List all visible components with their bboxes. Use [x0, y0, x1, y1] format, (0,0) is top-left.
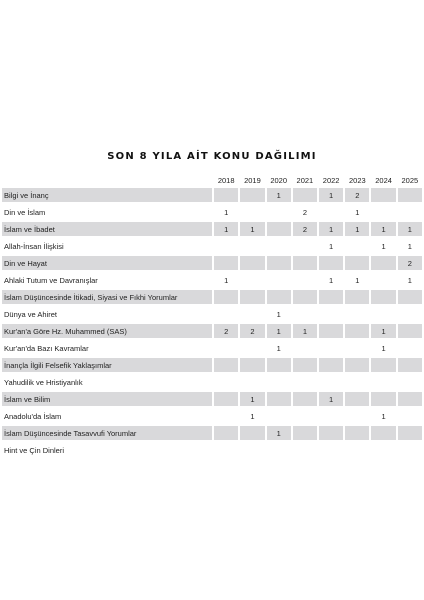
count-cell-2018: 1	[214, 205, 238, 219]
count-cell-2020: 1	[267, 307, 291, 321]
count-cell-2024	[371, 426, 395, 440]
count-cell-2020	[267, 239, 291, 253]
topic-cell: İslam ve Bilim	[2, 392, 212, 406]
count-cell-2018	[214, 392, 238, 406]
count-cell-2019	[240, 426, 264, 440]
count-cell-2023	[345, 290, 369, 304]
year-header-cell: 2020	[270, 175, 287, 185]
count-cell-2021	[293, 256, 317, 270]
topic-distribution-table	[0, 172, 424, 460]
table-row	[2, 188, 422, 202]
count-cell-2024	[371, 358, 395, 372]
topic-cell: Din ve Hayat	[2, 256, 212, 270]
count-cell-2019	[240, 239, 264, 253]
count-cell-2021	[293, 426, 317, 440]
count-cell-2019	[240, 443, 264, 457]
topic-cell: İslam Düşüncesinde Tasavvufi Yorumlar	[2, 426, 212, 440]
count-cell-2025: 2	[398, 256, 422, 270]
table-row	[2, 290, 422, 304]
count-cell-2018	[214, 188, 238, 202]
table-row	[2, 205, 422, 219]
count-cell-2024: 1	[371, 324, 395, 338]
count-cell-2019	[240, 341, 264, 355]
count-cell-2025	[398, 358, 422, 372]
count-cell-2025: 1	[398, 273, 422, 287]
count-cell-2019	[240, 205, 264, 219]
count-cell-2024	[371, 256, 395, 270]
count-cell-2018	[214, 256, 238, 270]
count-cell-2020	[267, 256, 291, 270]
count-cell-2025	[398, 341, 422, 355]
topic-cell: Kur'an'da Bazı Kavramlar	[2, 341, 212, 355]
table-body	[2, 188, 422, 457]
count-cell-2020: 1	[267, 188, 291, 202]
table-row	[2, 324, 422, 338]
count-cell-2021	[293, 307, 317, 321]
count-cell-2019	[240, 375, 264, 389]
count-cell-2022: 1	[319, 239, 343, 253]
count-cell-2021: 1	[293, 324, 317, 338]
count-cell-2025	[398, 443, 422, 457]
topic-cell: Allah-İnsan İlişkisi	[2, 239, 212, 253]
count-cell-2021	[293, 375, 317, 389]
count-cell-2018	[214, 443, 238, 457]
count-cell-2021	[293, 290, 317, 304]
count-cell-2024	[371, 392, 395, 406]
count-cell-2025	[398, 426, 422, 440]
count-cell-2021	[293, 409, 317, 423]
topic-cell: Ahlaki Tutum ve Davranışlar	[2, 273, 212, 287]
count-cell-2024: 1	[371, 239, 395, 253]
count-cell-2020	[267, 290, 291, 304]
count-cell-2021: 2	[293, 205, 317, 219]
topic-cell: İslam Düşüncesinde İtikadi, Siyasi ve Fıkhi Yorumlar	[2, 290, 212, 304]
count-cell-2021	[293, 239, 317, 253]
table-row	[2, 409, 422, 423]
count-cell-2020	[267, 205, 291, 219]
table-row	[2, 256, 422, 270]
topic-cell: Dünya ve Ahiret	[2, 307, 212, 321]
count-cell-2022	[319, 324, 343, 338]
topic-cell: Din ve İslam	[2, 205, 212, 219]
table-row	[2, 392, 422, 406]
topic-cell: Hint ve Çin Dinleri	[2, 443, 212, 457]
count-cell-2025: 1	[398, 239, 422, 253]
count-cell-2025	[398, 205, 422, 219]
count-cell-2020	[267, 358, 291, 372]
count-cell-2018	[214, 375, 238, 389]
count-cell-2019	[240, 307, 264, 321]
count-cell-2023: 1	[345, 273, 369, 287]
count-cell-2018: 2	[214, 324, 238, 338]
count-cell-2021	[293, 358, 317, 372]
count-cell-2019: 2	[240, 324, 264, 338]
count-cell-2019	[240, 358, 264, 372]
count-cell-2022	[319, 358, 343, 372]
count-cell-2020: 1	[267, 341, 291, 355]
count-cell-2021: 2	[293, 222, 317, 236]
count-cell-2022: 1	[319, 222, 343, 236]
count-cell-2024	[371, 443, 395, 457]
count-cell-2024: 1	[371, 222, 395, 236]
count-cell-2025: 1	[398, 222, 422, 236]
topic-cell: Yahudilik ve Hristiyanlık	[2, 375, 212, 389]
topic-header-cell	[2, 175, 212, 185]
count-cell-2022: 1	[319, 392, 343, 406]
count-cell-2022	[319, 290, 343, 304]
count-cell-2021	[293, 392, 317, 406]
count-cell-2019: 1	[240, 392, 264, 406]
count-cell-2025	[398, 188, 422, 202]
count-cell-2025	[398, 290, 422, 304]
count-cell-2021	[293, 341, 317, 355]
year-header-cell: 2025	[401, 175, 419, 185]
count-cell-2023	[345, 358, 369, 372]
page-title: SON 8 YILA AİT KONU DAĞILIMI	[107, 151, 317, 162]
count-cell-2023	[345, 239, 369, 253]
count-cell-2022: 1	[319, 188, 343, 202]
table-row	[2, 443, 422, 457]
year-header-cell: 2024	[375, 175, 392, 185]
count-cell-2024	[371, 188, 395, 202]
count-cell-2019	[240, 188, 264, 202]
count-cell-2018: 1	[214, 273, 238, 287]
count-cell-2021	[293, 273, 317, 287]
year-header-cell: 2022	[322, 175, 340, 185]
count-cell-2019: 1	[240, 409, 264, 423]
count-cell-2023	[345, 375, 369, 389]
count-cell-2018	[214, 307, 238, 321]
count-cell-2023	[345, 324, 369, 338]
table-row	[2, 239, 422, 253]
count-cell-2022	[319, 341, 343, 355]
count-cell-2020	[267, 392, 291, 406]
count-cell-2025	[398, 375, 422, 389]
count-cell-2018	[214, 341, 238, 355]
topic-cell: Anadolu'da İslam	[2, 409, 212, 423]
count-cell-2023	[345, 341, 369, 355]
count-cell-2022: 1	[319, 273, 343, 287]
table-row	[2, 358, 422, 372]
count-cell-2023	[345, 256, 369, 270]
count-cell-2021	[293, 188, 317, 202]
count-cell-2018	[214, 409, 238, 423]
count-cell-2020	[267, 222, 291, 236]
count-cell-2019: 1	[240, 222, 264, 236]
count-cell-2024	[371, 273, 395, 287]
count-cell-2022	[319, 256, 343, 270]
count-cell-2025	[398, 392, 422, 406]
count-cell-2018	[214, 239, 238, 253]
count-cell-2020	[267, 409, 291, 423]
count-cell-2023	[345, 409, 369, 423]
count-cell-2018	[214, 290, 238, 304]
count-cell-2023: 1	[345, 222, 369, 236]
count-cell-2018: 1	[214, 222, 238, 236]
count-cell-2023	[345, 307, 369, 321]
count-cell-2024	[371, 307, 395, 321]
year-header-cell: 2019	[244, 175, 261, 185]
count-cell-2020	[267, 443, 291, 457]
count-cell-2020	[267, 375, 291, 389]
count-cell-2024: 1	[371, 341, 395, 355]
table-row	[2, 426, 422, 440]
count-cell-2023: 1	[345, 205, 369, 219]
count-cell-2020	[267, 273, 291, 287]
count-cell-2022	[319, 443, 343, 457]
topic-cell: İnançla İlgili Felsefik Yaklaşımlar	[2, 358, 212, 372]
count-cell-2025	[398, 307, 422, 321]
table-row	[2, 222, 422, 236]
count-cell-2018	[214, 426, 238, 440]
count-cell-2024	[371, 375, 395, 389]
count-cell-2024	[371, 205, 395, 219]
count-cell-2020: 1	[267, 324, 291, 338]
count-cell-2024: 1	[371, 409, 395, 423]
count-cell-2019	[240, 290, 264, 304]
count-cell-2025	[398, 409, 422, 423]
count-cell-2022	[319, 426, 343, 440]
table-row	[2, 375, 422, 389]
count-cell-2023	[345, 392, 369, 406]
count-cell-2022	[319, 307, 343, 321]
count-cell-2023	[345, 443, 369, 457]
count-cell-2023: 2	[345, 188, 369, 202]
year-header-cell: 2018	[217, 175, 235, 185]
table-row	[2, 341, 422, 355]
count-cell-2018	[214, 358, 238, 372]
count-cell-2019	[240, 273, 264, 287]
topic-cell: İslam ve İbadet	[2, 222, 212, 236]
year-header-cell: 2023	[349, 175, 366, 185]
count-cell-2025	[398, 324, 422, 338]
topic-cell: Bilgi ve İnanç	[2, 188, 212, 202]
count-cell-2022	[319, 205, 343, 219]
count-cell-2024	[371, 290, 395, 304]
topic-cell: Kur'an'a Göre Hz. Muhammed (SAS)	[2, 324, 212, 338]
year-header-cell: 2021	[296, 175, 314, 185]
count-cell-2021	[293, 443, 317, 457]
count-cell-2022	[319, 375, 343, 389]
table-row	[2, 307, 422, 321]
count-cell-2023	[345, 426, 369, 440]
table-row	[2, 273, 422, 287]
count-cell-2022	[319, 409, 343, 423]
year-header-row	[2, 175, 422, 185]
count-cell-2019	[240, 256, 264, 270]
count-cell-2020: 1	[267, 426, 291, 440]
